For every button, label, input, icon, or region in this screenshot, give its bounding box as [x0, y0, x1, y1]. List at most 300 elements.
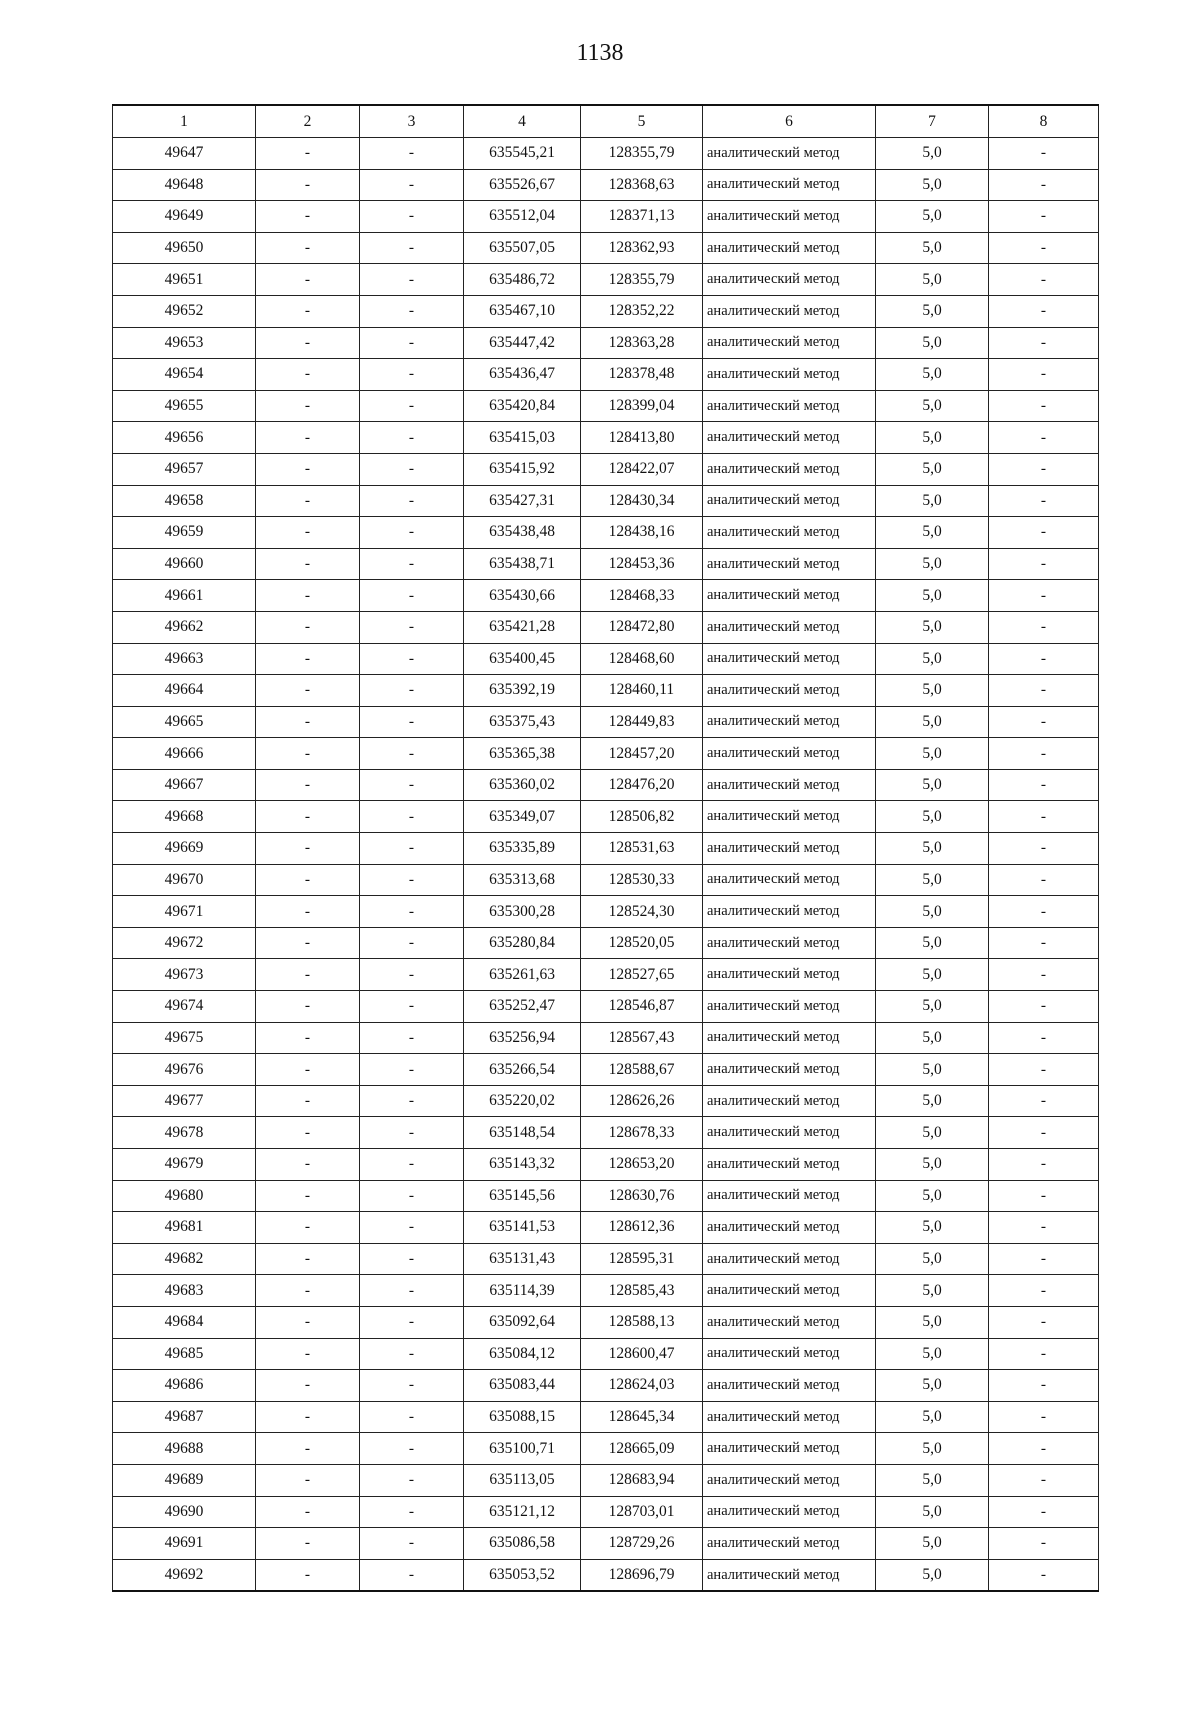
table-cell: 5,0 — [876, 1054, 989, 1086]
table-row — [113, 769, 1099, 801]
table-row — [113, 1338, 1099, 1370]
table-cell: - — [360, 801, 464, 833]
table-cell: - — [989, 1054, 1099, 1086]
table-cell: - — [256, 1054, 360, 1086]
table-cell: - — [256, 1338, 360, 1370]
table-cell: 635313,68 — [464, 864, 581, 896]
table-cell: 128527,65 — [581, 959, 703, 991]
table-row — [113, 201, 1099, 233]
table-cell: - — [256, 706, 360, 738]
table-cell: - — [256, 1149, 360, 1181]
table-cell: - — [989, 1275, 1099, 1307]
table-cell: аналитический метод — [703, 1117, 876, 1149]
table-cell: 128422,07 — [581, 453, 703, 485]
table-cell: 635467,10 — [464, 295, 581, 327]
table-cell: - — [360, 1338, 464, 1370]
table-cell: - — [360, 769, 464, 801]
table-cell: 128595,31 — [581, 1243, 703, 1275]
table-cell: 49657 — [113, 453, 256, 485]
table-cell: 635545,21 — [464, 138, 581, 170]
table-cell: - — [989, 295, 1099, 327]
table-cell: 49663 — [113, 643, 256, 675]
table-cell: аналитический метод — [703, 1149, 876, 1181]
table-cell: аналитический метод — [703, 169, 876, 201]
table-cell: 5,0 — [876, 1433, 989, 1465]
table-cell: 635220,02 — [464, 1085, 581, 1117]
table-cell: - — [360, 201, 464, 233]
table-cell: - — [989, 517, 1099, 549]
table-cell: 49682 — [113, 1243, 256, 1275]
table-cell: аналитический метод — [703, 738, 876, 770]
table-cell: 5,0 — [876, 201, 989, 233]
table-cell: 5,0 — [876, 675, 989, 707]
table-cell: 635092,64 — [464, 1306, 581, 1338]
table-cell: 635447,42 — [464, 327, 581, 359]
table-cell: 635145,56 — [464, 1180, 581, 1212]
table-cell: - — [989, 138, 1099, 170]
table-row — [113, 1401, 1099, 1433]
column-header: 5 — [581, 105, 703, 138]
table-row — [113, 422, 1099, 454]
table-cell: 128399,04 — [581, 390, 703, 422]
table-cell: - — [256, 390, 360, 422]
table-cell: 635086,58 — [464, 1528, 581, 1560]
table-cell: - — [256, 833, 360, 865]
table-cell: - — [256, 1370, 360, 1402]
table-cell: 5,0 — [876, 896, 989, 928]
table-cell: - — [360, 611, 464, 643]
table-cell: аналитический метод — [703, 453, 876, 485]
table-cell: 5,0 — [876, 138, 989, 170]
table-row — [113, 517, 1099, 549]
table-cell: - — [360, 1401, 464, 1433]
table-cell: аналитический метод — [703, 1306, 876, 1338]
table-cell: аналитический метод — [703, 1433, 876, 1465]
column-header: 2 — [256, 105, 360, 138]
table-cell: 5,0 — [876, 1559, 989, 1591]
table-cell: аналитический метод — [703, 1496, 876, 1528]
table-row — [113, 1464, 1099, 1496]
table-cell: 635148,54 — [464, 1117, 581, 1149]
table-cell: 49649 — [113, 201, 256, 233]
table-cell: 49690 — [113, 1496, 256, 1528]
table-cell: 128371,13 — [581, 201, 703, 233]
table-cell: - — [256, 927, 360, 959]
table-cell: 128645,34 — [581, 1401, 703, 1433]
table-cell: 128665,09 — [581, 1433, 703, 1465]
table-row — [113, 1243, 1099, 1275]
table-cell: 49691 — [113, 1528, 256, 1560]
table-cell: аналитический метод — [703, 991, 876, 1023]
table-cell: 49660 — [113, 548, 256, 580]
table-row — [113, 1117, 1099, 1149]
table-row — [113, 232, 1099, 264]
column-header: 8 — [989, 105, 1099, 138]
table-cell: 5,0 — [876, 517, 989, 549]
table-cell: 49673 — [113, 959, 256, 991]
table-cell: 5,0 — [876, 706, 989, 738]
table-cell: 5,0 — [876, 769, 989, 801]
table-cell: - — [989, 1306, 1099, 1338]
table-row — [113, 264, 1099, 296]
table-row — [113, 1275, 1099, 1307]
table-cell: 128460,11 — [581, 675, 703, 707]
table-cell: 635121,12 — [464, 1496, 581, 1528]
table-cell: - — [989, 1528, 1099, 1560]
table-cell: 128696,79 — [581, 1559, 703, 1591]
table-cell: 635400,45 — [464, 643, 581, 675]
table-cell: - — [256, 327, 360, 359]
table-cell: - — [256, 675, 360, 707]
table-row — [113, 580, 1099, 612]
table-cell: - — [360, 896, 464, 928]
column-header: 4 — [464, 105, 581, 138]
table-cell: 635430,66 — [464, 580, 581, 612]
table-row — [113, 643, 1099, 675]
table-cell: 635512,04 — [464, 201, 581, 233]
table-cell: - — [360, 1306, 464, 1338]
table-row — [113, 959, 1099, 991]
table-cell: - — [360, 138, 464, 170]
table-row — [113, 1212, 1099, 1244]
table-cell: - — [989, 643, 1099, 675]
table-cell: - — [989, 1117, 1099, 1149]
table-cell: 49686 — [113, 1370, 256, 1402]
table-cell: - — [256, 959, 360, 991]
table-cell: 5,0 — [876, 1180, 989, 1212]
table-row — [113, 138, 1099, 170]
table-cell: 635084,12 — [464, 1338, 581, 1370]
table-cell: аналитический метод — [703, 359, 876, 391]
table-cell: 635349,07 — [464, 801, 581, 833]
table-cell: 635415,92 — [464, 453, 581, 485]
table-cell: - — [360, 422, 464, 454]
table-cell: 5,0 — [876, 580, 989, 612]
table-cell: 49689 — [113, 1464, 256, 1496]
table-cell: - — [989, 801, 1099, 833]
table-cell: - — [360, 453, 464, 485]
table-cell: - — [256, 1464, 360, 1496]
table-cell: - — [360, 390, 464, 422]
table-cell: 49648 — [113, 169, 256, 201]
table-cell: 128413,80 — [581, 422, 703, 454]
table-cell: - — [360, 1496, 464, 1528]
table-cell: - — [989, 327, 1099, 359]
table-cell: 128626,26 — [581, 1085, 703, 1117]
table-row — [113, 390, 1099, 422]
table-cell: 635114,39 — [464, 1275, 581, 1307]
table-cell: 128531,63 — [581, 833, 703, 865]
table-cell: 49656 — [113, 422, 256, 454]
table-row — [113, 169, 1099, 201]
table-cell: аналитический метод — [703, 611, 876, 643]
table-cell: 5,0 — [876, 864, 989, 896]
table-cell: 128453,36 — [581, 548, 703, 580]
table-body — [113, 138, 1099, 1592]
table-cell: 49677 — [113, 1085, 256, 1117]
table-cell: 128378,48 — [581, 359, 703, 391]
table-cell: - — [360, 1022, 464, 1054]
table-cell: 49683 — [113, 1275, 256, 1307]
table-cell: - — [360, 1464, 464, 1496]
table-cell: 5,0 — [876, 833, 989, 865]
table-cell: - — [989, 580, 1099, 612]
table-cell: 49665 — [113, 706, 256, 738]
table-cell: аналитический метод — [703, 1338, 876, 1370]
table-cell: 5,0 — [876, 327, 989, 359]
table-cell: 635360,02 — [464, 769, 581, 801]
table-cell: - — [256, 1496, 360, 1528]
table-cell: 635438,71 — [464, 548, 581, 580]
table-cell: 49652 — [113, 295, 256, 327]
table-cell: - — [989, 1180, 1099, 1212]
table-cell: - — [360, 643, 464, 675]
column-header: 1 — [113, 105, 256, 138]
table-cell: 635113,05 — [464, 1464, 581, 1496]
table-row — [113, 1559, 1099, 1591]
table-cell: 128653,20 — [581, 1149, 703, 1181]
table-cell: аналитический метод — [703, 422, 876, 454]
table-row — [113, 548, 1099, 580]
table-cell: 5,0 — [876, 264, 989, 296]
table-cell: - — [256, 295, 360, 327]
table-cell: аналитический метод — [703, 1464, 876, 1496]
table-row — [113, 485, 1099, 517]
table-cell: - — [256, 801, 360, 833]
table-cell: 49666 — [113, 738, 256, 770]
table-cell: аналитический метод — [703, 1022, 876, 1054]
table-cell: - — [360, 580, 464, 612]
table-cell: 49661 — [113, 580, 256, 612]
table-cell: аналитический метод — [703, 1401, 876, 1433]
table-cell: 49654 — [113, 359, 256, 391]
table-row — [113, 896, 1099, 928]
table-cell: - — [989, 1085, 1099, 1117]
table-cell: аналитический метод — [703, 833, 876, 865]
table-cell: - — [360, 738, 464, 770]
table-cell: 49647 — [113, 138, 256, 170]
table-cell: 128449,83 — [581, 706, 703, 738]
table-cell: - — [360, 1054, 464, 1086]
table-cell: - — [256, 864, 360, 896]
table-cell: аналитический метод — [703, 1054, 876, 1086]
table-cell: 635143,32 — [464, 1149, 581, 1181]
table-cell: 128530,33 — [581, 864, 703, 896]
table-cell: 49651 — [113, 264, 256, 296]
table-cell: - — [360, 1275, 464, 1307]
table-cell: 635392,19 — [464, 675, 581, 707]
table-cell: аналитический метод — [703, 1559, 876, 1591]
table-cell: - — [989, 1212, 1099, 1244]
table-cell: - — [360, 706, 464, 738]
table-cell: 49676 — [113, 1054, 256, 1086]
table-row — [113, 833, 1099, 865]
table-cell: - — [989, 959, 1099, 991]
table-cell: - — [360, 517, 464, 549]
table-cell: - — [256, 896, 360, 928]
table-cell: - — [360, 1528, 464, 1560]
table-cell: - — [256, 485, 360, 517]
table-row — [113, 1496, 1099, 1528]
table-cell: - — [256, 643, 360, 675]
table-cell: аналитический метод — [703, 769, 876, 801]
table-cell: - — [989, 1496, 1099, 1528]
table-cell: 128468,60 — [581, 643, 703, 675]
column-header: 3 — [360, 105, 464, 138]
table-cell: аналитический метод — [703, 1180, 876, 1212]
table-cell: - — [256, 138, 360, 170]
table-cell: 635280,84 — [464, 927, 581, 959]
table-cell: - — [360, 359, 464, 391]
table-row — [113, 927, 1099, 959]
table-cell: аналитический метод — [703, 675, 876, 707]
table-cell: аналитический метод — [703, 1243, 876, 1275]
table-cell: - — [360, 295, 464, 327]
table-cell: - — [989, 1149, 1099, 1181]
table-cell: 49668 — [113, 801, 256, 833]
table-cell: 635486,72 — [464, 264, 581, 296]
table-cell: - — [989, 548, 1099, 580]
table-cell: аналитический метод — [703, 485, 876, 517]
table-cell: 635415,03 — [464, 422, 581, 454]
table-cell: 49670 — [113, 864, 256, 896]
table-cell: - — [256, 359, 360, 391]
table-cell: - — [989, 1370, 1099, 1402]
table-cell: 5,0 — [876, 1212, 989, 1244]
table-cell: - — [989, 1243, 1099, 1275]
table-cell: - — [256, 738, 360, 770]
table-cell: 5,0 — [876, 643, 989, 675]
table-cell: - — [256, 1528, 360, 1560]
table-cell: - — [256, 1275, 360, 1307]
table-cell: - — [989, 422, 1099, 454]
table-cell: 5,0 — [876, 801, 989, 833]
table-cell: 5,0 — [876, 1338, 989, 1370]
table-cell: 635375,43 — [464, 706, 581, 738]
table-cell: 49692 — [113, 1559, 256, 1591]
table-cell: 49675 — [113, 1022, 256, 1054]
table-cell: 635436,47 — [464, 359, 581, 391]
table-cell: 49650 — [113, 232, 256, 264]
table-cell: - — [256, 1401, 360, 1433]
coordinates-table — [112, 104, 1099, 1592]
table-cell: 5,0 — [876, 422, 989, 454]
table-cell: - — [360, 1243, 464, 1275]
table-cell: аналитический метод — [703, 1275, 876, 1307]
table-cell: - — [360, 1085, 464, 1117]
table-cell: аналитический метод — [703, 706, 876, 738]
table-cell: 128729,26 — [581, 1528, 703, 1560]
table-cell: - — [360, 1370, 464, 1402]
table-row — [113, 295, 1099, 327]
table-cell: 49681 — [113, 1212, 256, 1244]
table-row — [113, 864, 1099, 896]
table-cell: 635365,38 — [464, 738, 581, 770]
table-cell: 5,0 — [876, 738, 989, 770]
table-cell: 635266,54 — [464, 1054, 581, 1086]
table-cell: - — [256, 169, 360, 201]
table-cell: - — [989, 232, 1099, 264]
table-cell: 635252,47 — [464, 991, 581, 1023]
table-cell: 128678,33 — [581, 1117, 703, 1149]
table-cell: - — [989, 927, 1099, 959]
table-row — [113, 1054, 1099, 1086]
table-cell: 49664 — [113, 675, 256, 707]
table-cell: аналитический метод — [703, 548, 876, 580]
table-cell: - — [256, 1433, 360, 1465]
table-cell: 128430,34 — [581, 485, 703, 517]
table-cell: 5,0 — [876, 1528, 989, 1560]
table-cell: 5,0 — [876, 1243, 989, 1275]
table-cell: - — [360, 675, 464, 707]
table-cell: 5,0 — [876, 611, 989, 643]
table-cell: - — [256, 232, 360, 264]
table-cell: аналитический метод — [703, 896, 876, 928]
table-cell: 5,0 — [876, 232, 989, 264]
table-cell: 5,0 — [876, 991, 989, 1023]
table-cell: 5,0 — [876, 390, 989, 422]
table-cell: 5,0 — [876, 359, 989, 391]
table-cell: 128546,87 — [581, 991, 703, 1023]
table-row — [113, 453, 1099, 485]
table-row — [113, 1306, 1099, 1338]
table-row — [113, 706, 1099, 738]
table-row — [113, 1149, 1099, 1181]
table-cell: - — [256, 1117, 360, 1149]
table-cell: - — [256, 1085, 360, 1117]
table-cell: - — [360, 927, 464, 959]
table-cell: - — [360, 1117, 464, 1149]
table-cell: аналитический метод — [703, 864, 876, 896]
table-cell: - — [256, 1212, 360, 1244]
table-cell: - — [989, 390, 1099, 422]
table-cell: аналитический метод — [703, 1085, 876, 1117]
table-cell: - — [989, 201, 1099, 233]
table-cell: 5,0 — [876, 1496, 989, 1528]
table-cell: аналитический метод — [703, 232, 876, 264]
table-cell: - — [360, 1559, 464, 1591]
table-cell: - — [360, 169, 464, 201]
table-cell: 128624,03 — [581, 1370, 703, 1402]
table-cell: аналитический метод — [703, 390, 876, 422]
table-cell: 5,0 — [876, 1149, 989, 1181]
table-cell: 49655 — [113, 390, 256, 422]
table-cell: 635256,94 — [464, 1022, 581, 1054]
table-cell: 128630,76 — [581, 1180, 703, 1212]
table-cell: - — [256, 453, 360, 485]
table-cell: 5,0 — [876, 927, 989, 959]
table-cell: - — [989, 833, 1099, 865]
table-cell: - — [360, 232, 464, 264]
table-cell: 635438,48 — [464, 517, 581, 549]
table-cell: 635507,05 — [464, 232, 581, 264]
table-cell: - — [989, 1464, 1099, 1496]
table-cell: 5,0 — [876, 453, 989, 485]
table-cell: 128363,28 — [581, 327, 703, 359]
table-cell: - — [256, 1306, 360, 1338]
table-cell: - — [360, 864, 464, 896]
table-cell: аналитический метод — [703, 580, 876, 612]
table-cell: аналитический метод — [703, 959, 876, 991]
table-row — [113, 675, 1099, 707]
table-cell: 5,0 — [876, 1306, 989, 1338]
table-cell: 128362,93 — [581, 232, 703, 264]
table-cell: 128355,79 — [581, 138, 703, 170]
table-cell: - — [256, 548, 360, 580]
table-cell: - — [989, 738, 1099, 770]
table-cell: 5,0 — [876, 485, 989, 517]
table-cell: 635131,43 — [464, 1243, 581, 1275]
